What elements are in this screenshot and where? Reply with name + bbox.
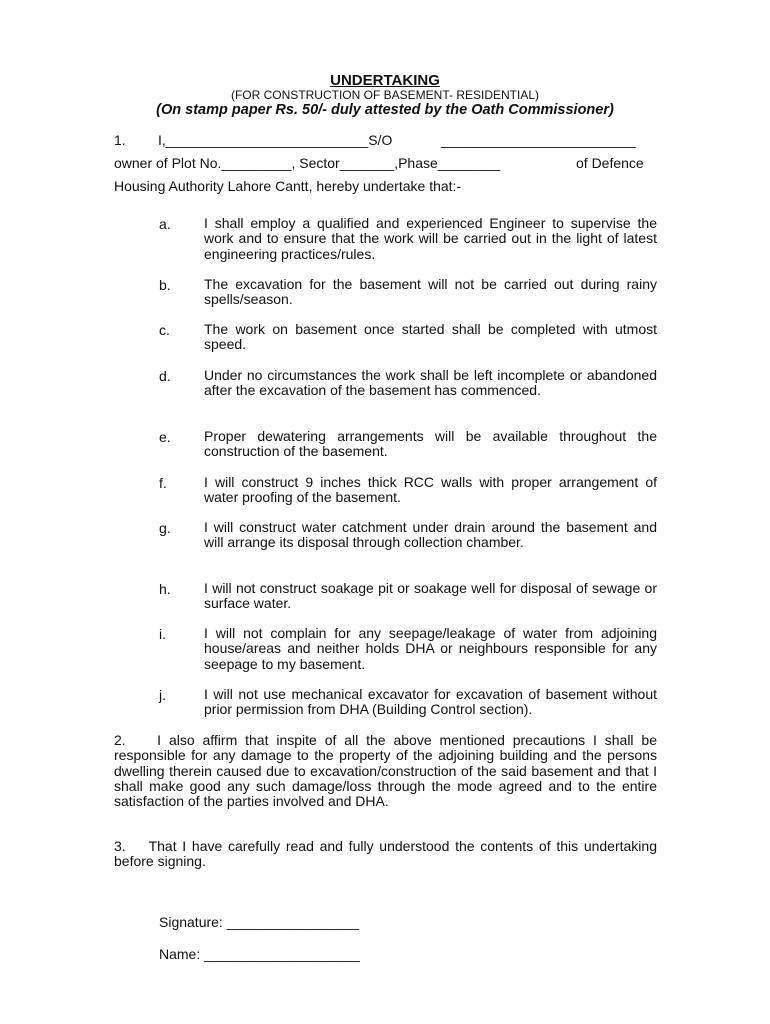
item-a-text: I shall employ a qualified and experienced Engineer to supervise the work and to ensure that the work will be carried out in the light of latest engineering practices/rules. bbox=[204, 215, 657, 262]
item-b-letter: b. bbox=[159, 277, 171, 293]
item-c-text: The work on basement once started shall be completed with utmost speed. bbox=[204, 321, 657, 353]
para1-defence-text: of Defence bbox=[576, 155, 644, 171]
item-c-letter: c. bbox=[159, 322, 170, 338]
item-j-letter: j. bbox=[159, 687, 166, 703]
item-i-text: I will not complain for any seepage/leakage of water from adjoining house/areas and neither holds DHA or neighbours responsible for any seepage to my basement. bbox=[204, 625, 657, 672]
item-b-text: The excavation for the basement will not be carried out during rainy spells/season. bbox=[204, 276, 657, 308]
item-d-text: Under no circumstances the work shall be left incomplete or abandoned after the excavation of the basement has commenced. bbox=[204, 367, 657, 399]
stamp-paper-note: (On stamp paper Rs. 50/- duly attested by the Oath Commissioner) bbox=[156, 102, 614, 118]
para1-number: 1. bbox=[114, 132, 126, 148]
document-subtitle: (FOR CONSTRUCTION OF BASEMENT- RESIDENTIAL) bbox=[230, 88, 539, 102]
item-h-text: I will not construct soakage pit or soakage well for disposal of sewage or surface water. bbox=[204, 580, 657, 612]
item-g-text: I will construct water catchment under drain around the basement and will arrange its disposal through collection chamber. bbox=[204, 519, 657, 551]
document-title: UNDERTAKING bbox=[330, 72, 440, 89]
item-a-letter: a. bbox=[159, 216, 171, 232]
item-f-text: I will construct 9 inches thick RCC walls with proper arrangement of water proofing of the basement. bbox=[204, 474, 657, 506]
signature-field: Signature: _________________ bbox=[159, 914, 360, 930]
para1-plot-line: owner of Plot No._________, Sector_______,Phase________ bbox=[114, 155, 501, 171]
item-e-text: Proper dewatering arrangements will be available throughout the construction of the basement. bbox=[204, 428, 657, 460]
para2-text: 2. I also affirm that inspite of all the above mentioned precautions I shall be responsible for any damage to the property of the adjoining building and the persons dwelling therein caused due to excavation/construction of the said basement and that I shall make good any such damage/loss through the mode agreed and to the entire satisfaction of the parties involved and DHA. bbox=[114, 732, 657, 810]
item-d-letter: d. bbox=[159, 368, 171, 384]
item-j-text: I will not use mechanical excavator for excavation of basement without prior permission from DHA (Building Control section). bbox=[204, 686, 657, 718]
name-field: Name: ____________________ bbox=[159, 946, 360, 962]
para3-text: 3. That I have carefully read and fully understood the contents of this undertaking before signing. bbox=[114, 838, 657, 870]
para1-name-blank: I,__________________________S/O bbox=[158, 132, 393, 148]
para1-father-blank: _________________________ bbox=[441, 132, 636, 148]
item-i-letter: i. bbox=[159, 626, 166, 642]
item-g-letter: g. bbox=[159, 520, 171, 536]
para1-authority-line: Housing Authority Lahore Cantt, hereby undertake that:- bbox=[114, 178, 462, 194]
item-f-letter: f. bbox=[159, 475, 167, 491]
item-h-letter: h. bbox=[159, 581, 171, 597]
item-e-letter: e. bbox=[159, 429, 171, 445]
